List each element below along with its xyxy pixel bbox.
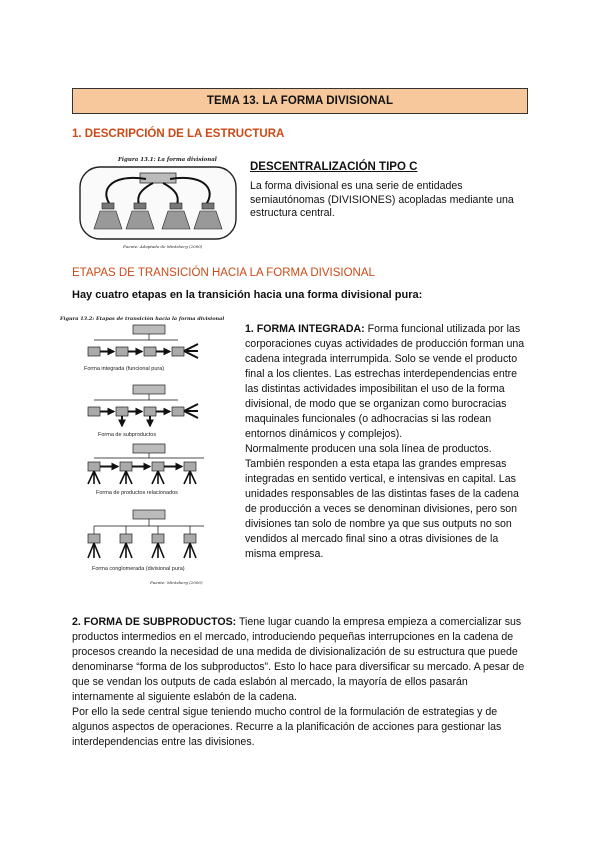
stage3-node bbox=[184, 462, 196, 471]
stage3-node bbox=[88, 462, 100, 471]
forma-integrada-body: Forma funcional utilizada por las corporaciones cuyas actividades de producción forman una cadena integrada interrumpida. Solo se vende el producto final a los clientes. Las estrechas interdependencias entre las distintas actividades imposibilitan el uso de la forma divisional, de modo que se organizan como burocracias maquinales funcionales (o adhocracias si las rodean entornos dinámicos y complejos). bbox=[245, 323, 525, 440]
stage1-top bbox=[133, 325, 165, 334]
stage-subproductos bbox=[88, 385, 198, 426]
stage1-output bbox=[184, 344, 198, 358]
forma-subproductos-body: Tiene lugar cuando la empresa empieza a comercializar sus productos intermedios en el mercado, introduciendo pequeñas interrupciones en la cadena de procesos creando la necesidad de una medida de divisionalización de su estructura que puede denominarse “forma de los subproductos”. Esto lo hace para diversificar su mercado. A pesar de que se vendan los outputs de cada eslabón al mercado, la mayoría de ellos pasarán internamente al siguiente eslabón de la cadena. bbox=[72, 616, 525, 703]
stage1-node bbox=[88, 347, 100, 356]
stage2-output bbox=[184, 404, 198, 418]
figure-etapas-transicion bbox=[58, 312, 238, 592]
figure2-caption: Figura 13.2: Etapas de transición hacia la forma divisional bbox=[60, 316, 225, 322]
stage-integrada bbox=[88, 325, 198, 358]
stage2-node bbox=[172, 407, 184, 416]
figure1-source: Fuente: Adaptado de Mintzberg (2000) bbox=[123, 244, 203, 249]
stage4-label: Forma conglomerada (divisional pura) bbox=[92, 566, 185, 572]
stage3-node bbox=[120, 462, 132, 471]
section-heading-descripcion: 1. DESCRIPCIÓN DE LA ESTRUCTURA bbox=[72, 128, 285, 140]
forma-subproductos-text bbox=[72, 615, 532, 750]
stage3-output bbox=[88, 471, 196, 484]
stage3-node bbox=[152, 462, 164, 471]
stage2-node bbox=[144, 407, 156, 416]
stage-productos-relacionados bbox=[88, 444, 204, 484]
stage3-top bbox=[133, 444, 165, 453]
stage3-label: Forma de productos relacionados bbox=[96, 490, 178, 496]
figure1-division bbox=[202, 203, 214, 209]
forma-subproductos-label: 2. FORMA DE SUBPRODUCTOS: bbox=[72, 616, 237, 628]
stage2-node bbox=[116, 407, 128, 416]
section-heading-etapas: ETAPAS DE TRANSICIÓN HACIA LA FORMA DIVISIONAL bbox=[72, 267, 375, 279]
stage4-node bbox=[184, 534, 196, 543]
figure1-division bbox=[170, 203, 182, 209]
stage1-node bbox=[116, 347, 128, 356]
stage2-label: Forma de subproductos bbox=[98, 432, 157, 438]
figure-forma-divisional bbox=[78, 153, 238, 253]
stage2-top bbox=[133, 385, 165, 394]
stage4-node bbox=[88, 534, 100, 543]
stage4-top bbox=[133, 510, 165, 519]
stage4-node bbox=[120, 534, 132, 543]
stage4-node bbox=[152, 534, 164, 543]
descentralizacion-title: DESCENTRALIZACIÓN TIPO C bbox=[250, 161, 418, 173]
forma-integrada-text bbox=[245, 322, 530, 562]
page-title: TEMA 13. LA FORMA DIVISIONAL bbox=[72, 88, 528, 114]
stage4-output bbox=[88, 543, 196, 558]
stage2-node bbox=[88, 407, 100, 416]
figure1-division bbox=[102, 203, 114, 209]
figure1-caption: Figura 13.1: La forma divisional bbox=[118, 157, 217, 163]
forma-integrada-label: 1. FORMA INTEGRADA: bbox=[245, 323, 365, 335]
figure2-source: Fuente: Mintzberg (2000) bbox=[150, 580, 203, 585]
stage1-node bbox=[172, 347, 184, 356]
stage1-node bbox=[144, 347, 156, 356]
etapas-intro: Hay cuatro etapas en la transición hacia una forma divisional pura: bbox=[72, 289, 423, 301]
forma-integrada-body-2: Normalmente producen una sola línea de productos. También responden a esta etapa las grandes empresas integradas en sentido vertical, e intensivas en capital. Las unidades responsables de las distintas fases de la cadena de producción a veces se denominan divisiones, pero son divisiones tan solo de nombre ya que sus outputs no son vendidos al mercado final sino a otras divisiones de la misma empresa. bbox=[245, 443, 519, 560]
stage-conglomerada bbox=[88, 510, 204, 558]
figure1-division bbox=[134, 203, 146, 209]
stage1-label: Forma integrada (funcional pura) bbox=[84, 366, 165, 372]
descentralizacion-text: La forma divisional es una serie de entidades semiautónomas (DIVISIONES) acopladas mediante una estructura central. bbox=[250, 180, 514, 219]
forma-subproductos-body-2: Por ello la sede central sigue teniendo mucho control de la formulación de estrategias y de algunos aspectos de operaciones. Recurre a la planificación de acciones para gestionar las interdependencias entre las divisiones. bbox=[72, 706, 502, 748]
